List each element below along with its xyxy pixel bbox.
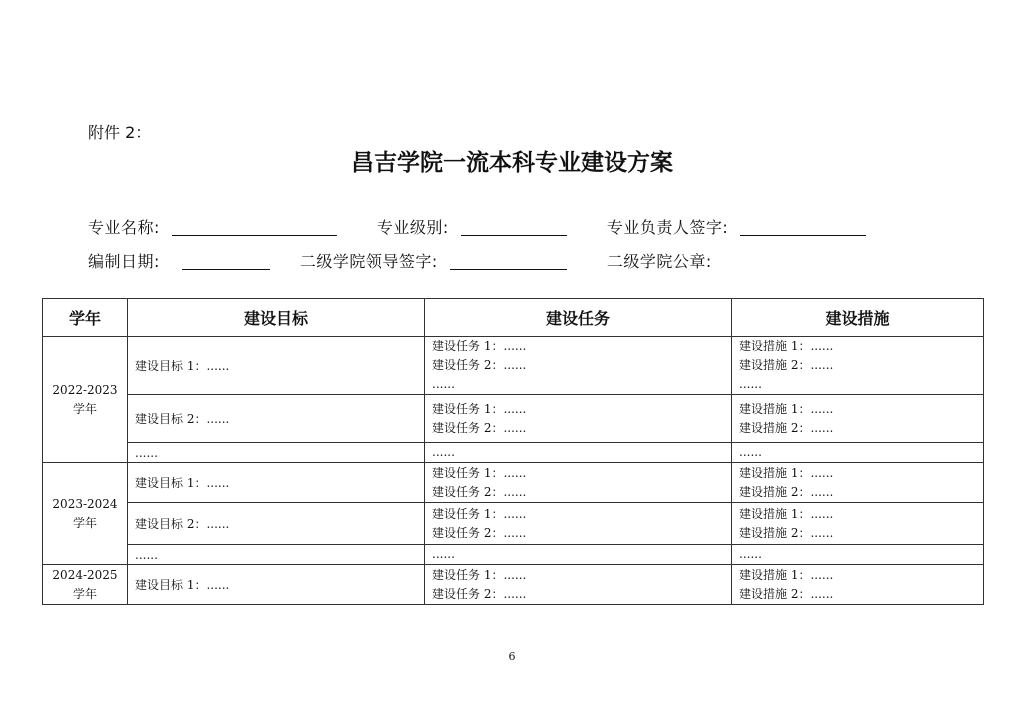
year-range: 2022-2023: [52, 382, 118, 397]
header-measure: 建设措施: [732, 299, 984, 337]
task-line: 建设任务 1：......: [432, 465, 527, 480]
goal-cell: 建设目标 1：......: [128, 337, 425, 395]
year-range: 2024-2025: [52, 567, 118, 582]
task-line: 建设任务 1：......: [432, 506, 527, 521]
measure-line: 建设措施 2：......: [739, 586, 834, 601]
task-line: ......: [432, 377, 455, 391]
year-range: 2023-2024: [52, 496, 118, 511]
major-level-label: 专业级别:: [376, 218, 449, 237]
measure-cell: [732, 395, 984, 443]
task-line: 建设任务 1：......: [432, 339, 527, 353]
goal-cell: 建设目标 1：......: [128, 463, 425, 503]
task-line: ......: [432, 547, 455, 561]
task-line: 建设任务 2：......: [432, 484, 527, 499]
year-cell: [43, 565, 128, 605]
year-suffix: 学年: [72, 401, 97, 416]
college-seal-label: 二级学院公章:: [606, 252, 712, 271]
goal-cell: ......: [128, 443, 425, 463]
table-row: [43, 443, 984, 463]
goal-cell: 建设目标 1：......: [128, 565, 425, 605]
measure-line: 建设措施 1：......: [739, 567, 834, 582]
measure-cell: [732, 337, 984, 395]
year-cell: [43, 463, 128, 565]
year-suffix: 学年: [72, 586, 97, 601]
measure-line: 建设措施 1：......: [739, 339, 834, 353]
measure-line: 建设措施 2：......: [739, 484, 834, 499]
table-row: [43, 337, 984, 395]
task-line: 建设任务 2：......: [432, 525, 527, 540]
college-leader-signature-field[interactable]: [450, 251, 567, 270]
measure-line: ......: [739, 377, 762, 391]
measure-cell: [732, 565, 984, 605]
college-leader-signature-label: 二级学院领导签字:: [299, 252, 438, 271]
measure-cell: [732, 463, 984, 503]
measure-cell: [732, 443, 984, 463]
attachment-label: 附件 2：: [88, 123, 152, 142]
major-level-field[interactable]: [461, 217, 567, 236]
compile-date-field[interactable]: [182, 251, 270, 270]
measure-line: 建设措施 2：......: [739, 420, 834, 435]
measure-cell: [732, 503, 984, 545]
task-cell: [425, 443, 732, 463]
task-line: 建设任务 2：......: [432, 586, 527, 601]
task-cell: [425, 503, 732, 545]
task-line: 建设任务 1：......: [432, 567, 527, 582]
goal-cell: ......: [128, 545, 425, 565]
compile-date-label: 编制日期:: [88, 252, 160, 271]
leader-signature-field[interactable]: [740, 217, 866, 236]
measure-line: 建设措施 2：......: [739, 358, 834, 372]
header-goal: 建设目标: [128, 299, 425, 337]
measure-line: 建设措施 1：......: [739, 506, 834, 521]
measure-cell: [732, 545, 984, 565]
task-line: 建设任务 2：......: [432, 358, 527, 372]
header-task: 建设任务: [425, 299, 732, 337]
table-row: [43, 395, 984, 443]
measure-line: 建设措施 1：......: [739, 401, 834, 416]
major-name-field[interactable]: [172, 217, 337, 236]
task-cell: [425, 545, 732, 565]
major-name-label: 专业名称:: [88, 218, 160, 237]
construction-plan-table: [42, 298, 984, 605]
table-header-row: [43, 299, 984, 337]
table-body: [43, 337, 984, 605]
form-row-1: [88, 215, 866, 238]
task-line: 建设任务 1：......: [432, 401, 527, 416]
measure-line: ......: [739, 445, 762, 459]
form-row-2: [88, 249, 724, 272]
task-cell: [425, 337, 732, 395]
page-title: 昌吉学院一流本科专业建设方案: [351, 149, 673, 176]
goal-cell: 建设目标 2：......: [128, 395, 425, 443]
year-suffix: 学年: [72, 515, 97, 530]
task-line: ......: [432, 445, 455, 459]
task-cell: [425, 565, 732, 605]
measure-line: 建设措施 1：......: [739, 465, 834, 480]
task-cell: [425, 395, 732, 443]
table-row: [43, 503, 984, 545]
table-row: [43, 545, 984, 565]
leader-signature-label: 专业负责人签字:: [606, 218, 729, 237]
table-row: [43, 463, 984, 503]
header-year: 学年: [43, 299, 128, 337]
page-number: 6: [508, 650, 516, 663]
measure-line: ......: [739, 547, 762, 561]
year-cell: [43, 337, 128, 463]
measure-line: 建设措施 2：......: [739, 525, 834, 540]
task-cell: [425, 463, 732, 503]
task-line: 建设任务 2：......: [432, 420, 527, 435]
goal-cell: 建设目标 2：......: [128, 503, 425, 545]
table-row: [43, 565, 984, 605]
